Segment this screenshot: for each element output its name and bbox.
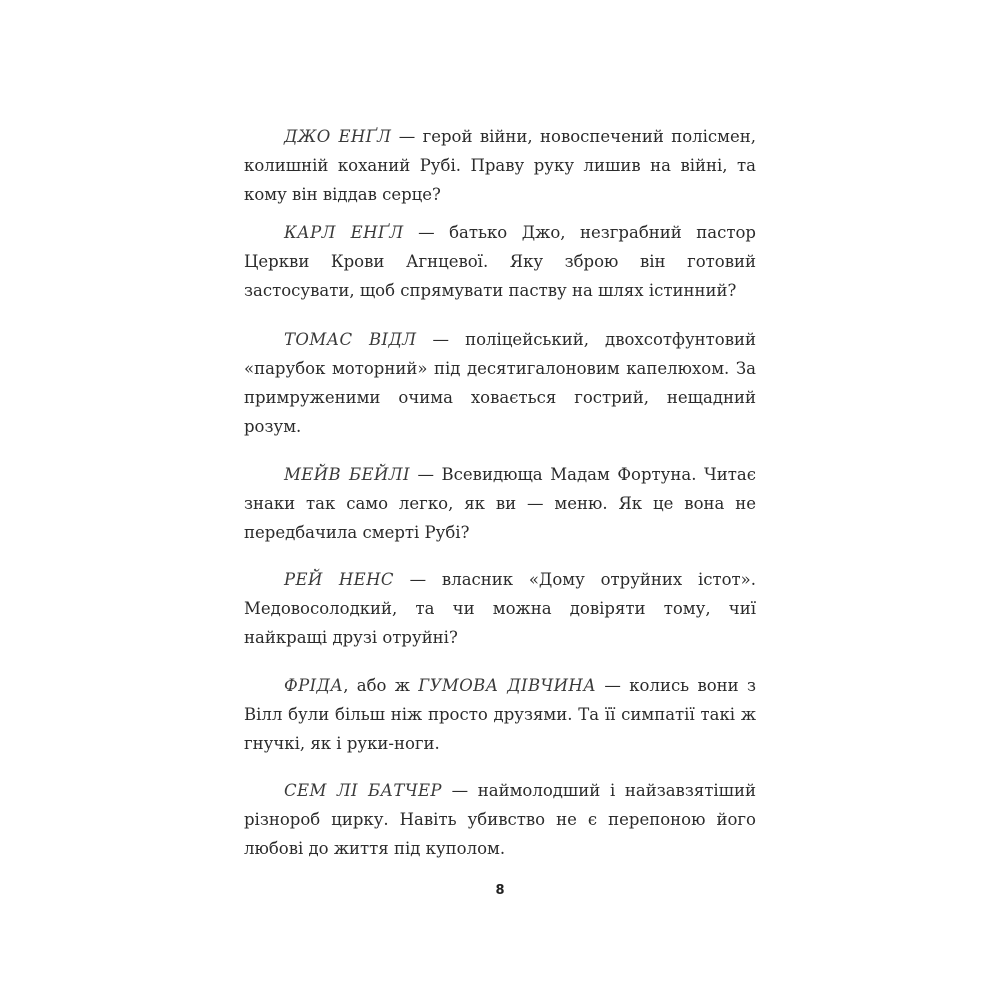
character-entry-karl-engle (244, 218, 756, 305)
character-entry-frida (244, 671, 756, 758)
character-description: — Всевидюща Мадам Фортуна. Читає знаки так само легко, як ви — меню. Як це вона не передбачила смерті Рубі? (244, 465, 756, 542)
character-entry-sem-li-batcher (244, 776, 756, 863)
character-description: — батько Джо, незграбний пастор Церкви Крови Агнцевої. Яку зброю він готовий застосувати, щоб спрямувати паству на шлях істинний? (244, 223, 756, 300)
character-name: МЕЙВ БЕЙЛІ (284, 465, 410, 484)
character-name: ФРІДА (284, 676, 344, 695)
page-number: 8 (495, 883, 505, 898)
character-description: — колись вони з Вілл були більш ніж просто друзями. Та її симпатії такі ж гнучкі, як і руки-ноги. (244, 676, 756, 753)
character-entry-tomas-vidl (244, 325, 756, 441)
character-description: — наймолодший і найзавзятіший різнороб цирку. Навіть убивство не є перепоною його любові до життя під куполом. (244, 781, 756, 858)
character-description: — власник «Дому отруйних істот». Медовосолодкий, та чи можна довіряти тому, чиї найкращі друзі отруйні? (244, 570, 756, 647)
character-name: РЕЙ НЕНС (284, 570, 394, 589)
character-description: — герой війни, новоспечений полісмен, колишній коханий Рубі. Праву руку лишив на війні, та кому він віддав серце? (244, 127, 756, 204)
character-entry-rei-nens (244, 565, 756, 652)
character-alias: ГУМОВА ДІВЧИНА (418, 676, 597, 695)
character-name: СЕМ ЛІ БАТЧЕР (284, 781, 442, 800)
character-description: — поліцейський, двохсотфунтовий «парубок моторний» під десятигалоновим капелюхом. За примруженими очима ховається гострий, нещадний розум. (244, 330, 757, 436)
character-entry-meiv-beili (244, 460, 756, 547)
character-entry-joe-engle (244, 122, 756, 209)
name-connector: , або ж (343, 676, 419, 695)
character-name: КАРЛ ЕНҐЛ (284, 223, 404, 242)
character-name: ДЖО ЕНҐЛ (284, 127, 392, 146)
character-name: ТОМАС ВІДЛ (284, 330, 417, 349)
